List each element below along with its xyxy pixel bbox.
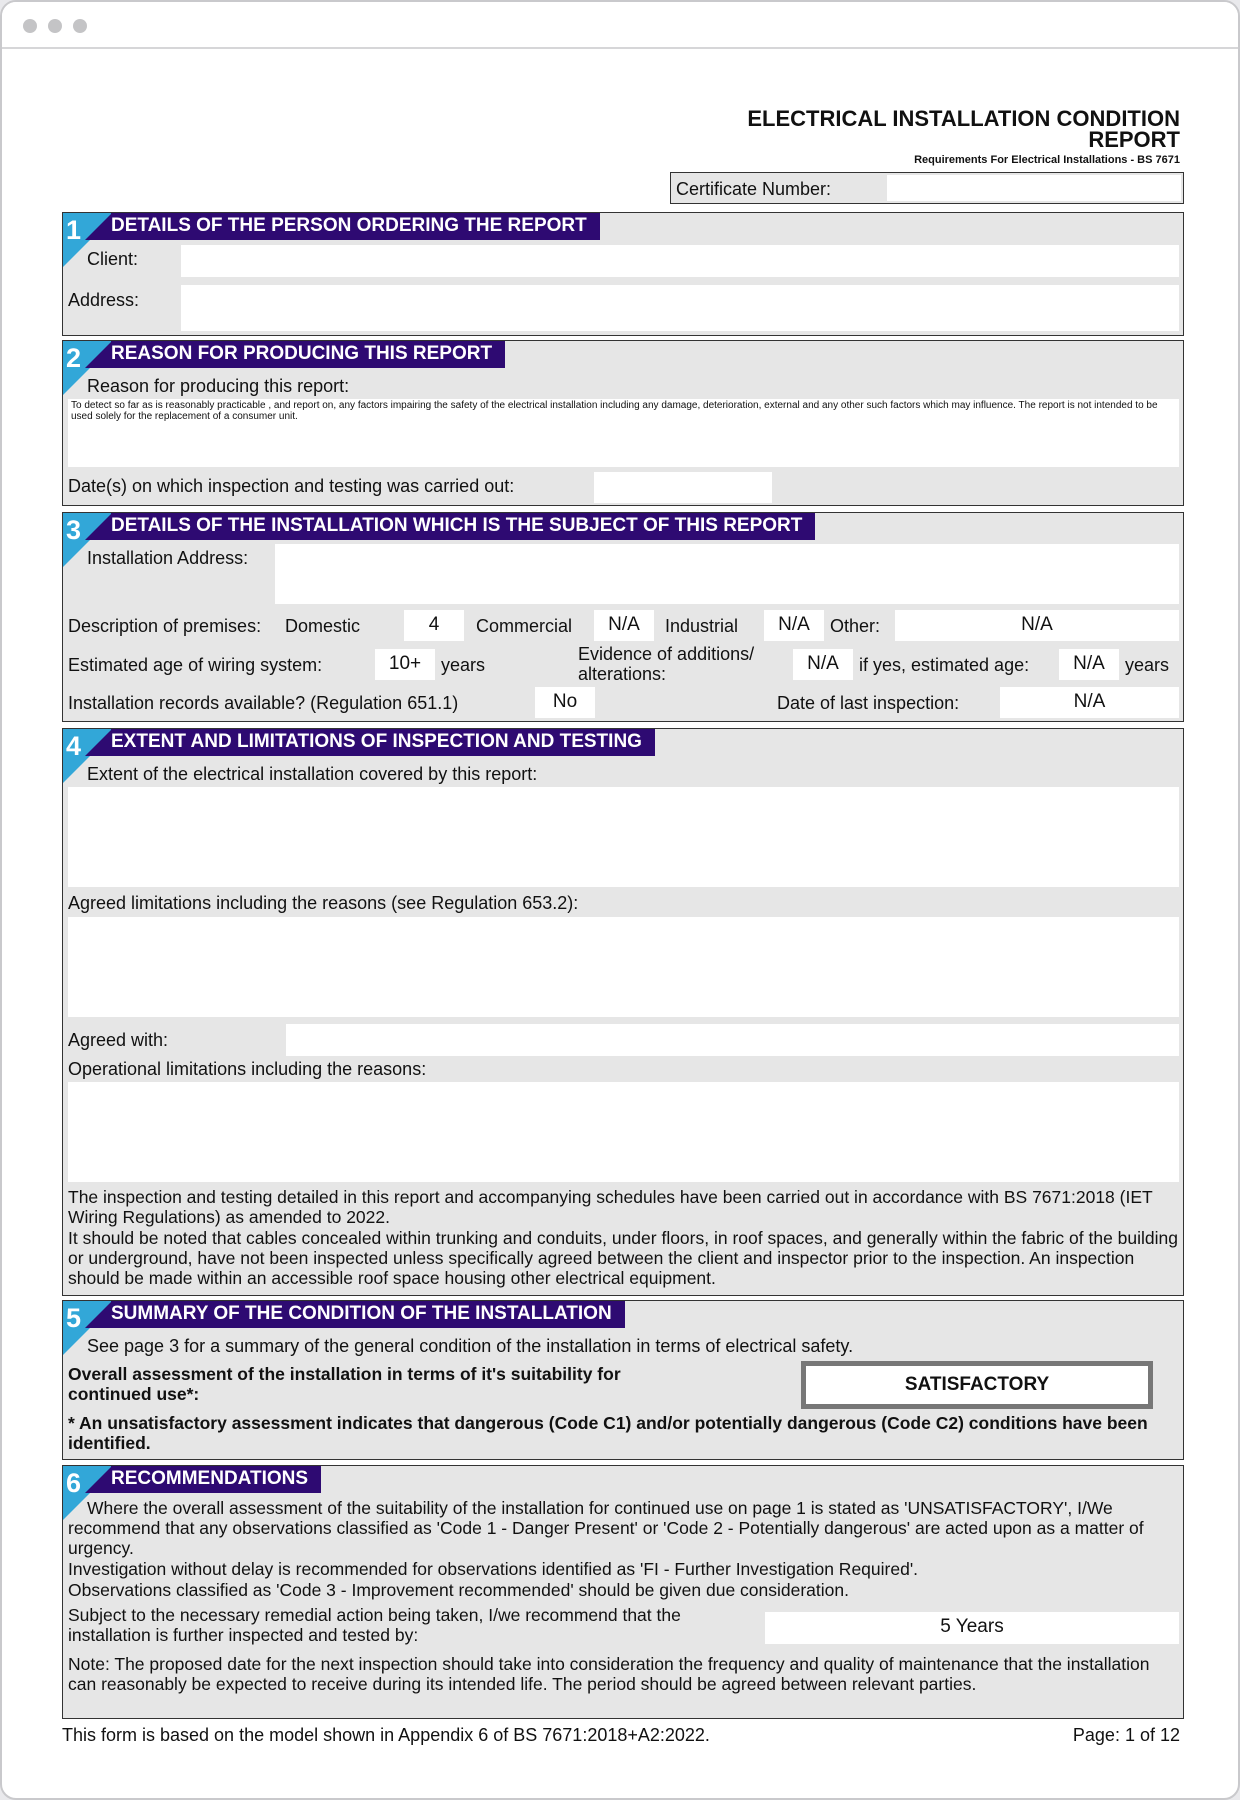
section-marker-slant <box>85 1301 112 1328</box>
certificate-number-label: Certificate Number: <box>676 179 832 199</box>
overall-assessment-value[interactable]: SATISFACTORY <box>801 1361 1153 1409</box>
certificate-number-box <box>670 172 1184 204</box>
estimated-age-label: if yes, estimated age: <box>859 655 1030 675</box>
address-field[interactable] <box>181 285 1179 331</box>
section-2-reason <box>62 340 1184 506</box>
report-title: ELECTRICAL INSTALLATION CONDITION REPORT <box>747 106 1180 152</box>
section-number: 3 <box>66 515 82 545</box>
section-heading: EXTENT AND LIMITATIONS OF INSPECTION AND TESTING <box>111 729 655 756</box>
installation-records-label: Installation records available? (Regulation 651.1) <box>68 693 459 713</box>
concealed-cables-note: It should be noted that cables concealed within trunking and conduits, under floors, in roof spaces, and generally within the fabric of the building or underground, have not been inspected unless specifically agreed between the client and inspector prior to the inspection. An inspection should be made within an accessible roof space housing other electrical equipment. <box>68 1228 1179 1288</box>
section-heading: SUMMARY OF THE CONDITION OF THE INSTALLATION <box>111 1301 625 1328</box>
address-label: Address: <box>68 290 140 310</box>
section-marker-slant <box>85 513 112 540</box>
domestic-label: Domestic <box>285 616 361 636</box>
commercial-label: Commercial <box>476 616 573 636</box>
footer-model-note: This form is based on the model shown in Appendix 6 of BS 7671:2018+A2:2022. <box>62 1725 710 1745</box>
operational-limitations-label: Operational limitations including the reasons: <box>68 1059 427 1079</box>
section-4-extent-limitations <box>62 728 1184 1296</box>
section-number: 1 <box>66 215 82 245</box>
inspection-dates-field[interactable] <box>594 472 772 503</box>
extent-label: Extent of the electrical installation covered by this report: <box>87 764 538 784</box>
years-label-2: years <box>1125 655 1170 675</box>
maximize-window-icon[interactable] <box>73 19 87 33</box>
page-number: Page: 1 of 12 <box>1072 1725 1180 1745</box>
section-1-person-ordering <box>62 212 1184 336</box>
reason-text: To detect so far as is reasonably practicable , and report on, any factors impairing the safety of the electrical installation including any damage, deterioration, external and any other such factors which may influence. The report is not intended to be used solely for the replacement of a consumer unit. <box>71 400 1158 422</box>
evidence-label: Evidence of additions/ alterations: <box>578 644 755 684</box>
overall-assessment-label: Overall assessment of the installation in terms of it's suitability for continued use*: <box>68 1364 621 1404</box>
wiring-age-field[interactable]: 10+ <box>375 649 435 680</box>
section-heading: RECOMMENDATIONS <box>111 1466 321 1493</box>
commercial-field[interactable]: N/A <box>594 610 654 641</box>
section-heading: DETAILS OF THE PERSON ORDERING THE REPORT <box>111 213 600 240</box>
recommendation-code-3: Observations classified as 'Code 3 - Improvement recommended' should be given due consideration. <box>68 1580 849 1600</box>
certificate-number-field[interactable] <box>887 175 1181 201</box>
evidence-field[interactable]: N/A <box>793 649 853 680</box>
premises-label: Description of premises: <box>68 616 262 636</box>
section-number: 5 <box>66 1303 82 1333</box>
section-marker-slant <box>85 729 112 756</box>
domestic-field[interactable]: 4 <box>404 610 464 641</box>
window-titlebar <box>2 2 1238 49</box>
years-label: years <box>441 655 486 675</box>
agreed-limitations-field[interactable] <box>68 917 1179 1017</box>
minimize-window-icon[interactable] <box>48 19 62 33</box>
agreed-with-field[interactable] <box>286 1024 1179 1056</box>
unsatisfactory-footnote: * An unsatisfactory assessment indicates that dangerous (Code C1) and/or potentially dangerous (Code C2) conditions have been identified. <box>68 1413 1148 1453</box>
section-number: 2 <box>66 343 82 373</box>
section-5-condition-summary <box>62 1300 1184 1460</box>
section-marker-slant <box>85 213 112 240</box>
agreed-limitations-label: Agreed limitations including the reasons (see Regulation 653.2): <box>68 893 579 913</box>
industrial-label: Industrial <box>665 616 739 636</box>
section-number: 4 <box>66 731 82 761</box>
section-6-recommendations <box>62 1465 1184 1719</box>
estimated-age-field[interactable]: N/A <box>1059 649 1119 680</box>
last-inspection-field[interactable]: N/A <box>1000 687 1179 718</box>
recommendation-fi: Investigation without delay is recommended for observations identified as 'FI - Further Investigation Required'. <box>68 1559 919 1579</box>
installation-address-field[interactable] <box>275 544 1179 604</box>
agreed-with-label: Agreed with: <box>68 1030 169 1050</box>
section-marker-slant <box>85 1466 112 1493</box>
reason-label: Reason for producing this report: <box>87 376 350 396</box>
section-heading: DETAILS OF THE INSTALLATION WHICH IS THE SUBJECT OF THIS REPORT <box>111 513 815 540</box>
last-inspection-label: Date of last inspection: <box>777 693 960 713</box>
client-label: Client: <box>87 249 139 269</box>
other-field[interactable]: N/A <box>895 610 1179 641</box>
industrial-field[interactable]: N/A <box>764 610 824 641</box>
next-inspection-note: Note: The proposed date for the next inspection should take into consideration the frequency and quality of maintenance that the installation can reasonably be expected to receive during its intended life. The period should be agreed between relevant parties. <box>68 1654 1150 1694</box>
report-subtitle: Requirements For Electrical Installations - BS 7671 <box>914 154 1180 166</box>
recommendation-urgency: Where the overall assessment of the suitability of the installation for continued use on page 1 is stated as 'UNSATISFACTORY', I/We recommend that any observations classified as 'Code 1 - Danger Present' or 'Code 2 - Potentially dangerous' are acted upon as a matter of urgency. <box>68 1498 1144 1558</box>
other-label: Other: <box>830 616 881 636</box>
inspection-dates-label: Date(s) on which inspection and testing was carried out: <box>68 476 515 496</box>
client-field[interactable] <box>181 245 1179 277</box>
section-heading: REASON FOR PRODUCING THIS REPORT <box>111 341 505 368</box>
see-page-note: See page 3 for a summary of the general condition of the installation in terms of electrical safety. <box>87 1336 854 1356</box>
section-number: 6 <box>66 1468 82 1498</box>
operational-limitations-field[interactable] <box>68 1082 1179 1182</box>
close-window-icon[interactable] <box>23 19 37 33</box>
section-3-installation-details <box>62 512 1184 722</box>
installation-address-label: Installation Address: <box>87 548 249 568</box>
inspection-compliance-note: The inspection and testing detailed in this report and accompanying schedules have been carried out in accordance with BS 7671:2018 (IET Wiring Regulations) as amended to 2022. <box>68 1187 1153 1227</box>
wiring-age-label: Estimated age of wiring system: <box>68 655 323 675</box>
section-marker-slant <box>85 341 112 368</box>
extent-field[interactable] <box>68 787 1179 887</box>
reason-field[interactable] <box>68 399 1179 467</box>
next-inspection-interval-field[interactable]: 5 Years <box>765 1612 1179 1644</box>
next-inspection-label: Subject to the necessary remedial action being taken, I/we recommend that the installation is further inspected and tested by: <box>68 1605 681 1645</box>
installation-records-field[interactable]: No <box>535 687 595 718</box>
